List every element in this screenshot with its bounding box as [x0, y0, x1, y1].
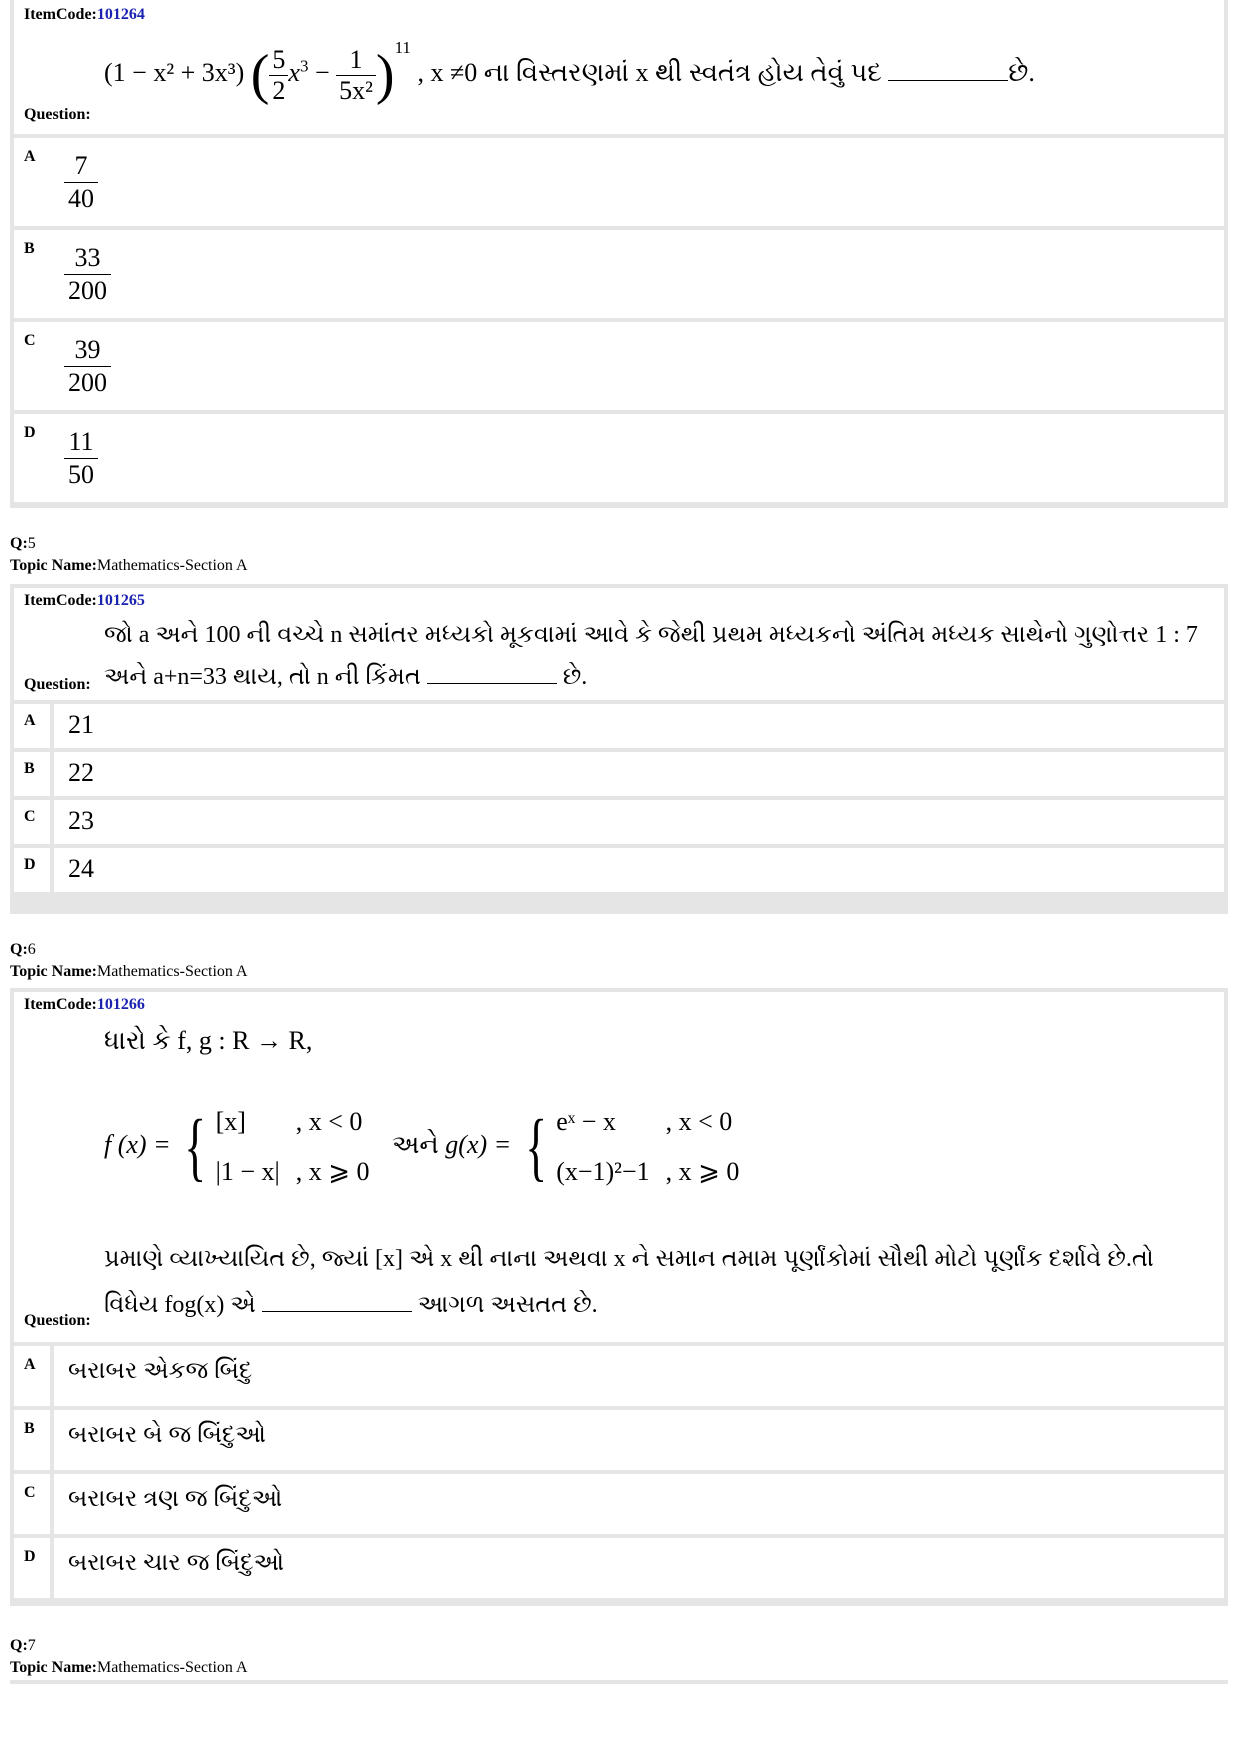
- option-letter: D: [24, 856, 36, 873]
- question-6-block: [10, 988, 1228, 1606]
- option-value: 21: [68, 710, 94, 739]
- question-label: Question:: [24, 106, 91, 123]
- expression-left: (1 − x² + 3x³): [104, 58, 245, 87]
- option-c[interactable]: [14, 322, 1224, 410]
- item-code: 101264: [96, 6, 145, 23]
- option-value: $\frac{39}{200}$: [64, 334, 111, 399]
- option-b[interactable]: [14, 230, 1224, 318]
- question-label: Question:: [24, 1312, 91, 1329]
- option-value: 22: [68, 758, 94, 787]
- option-d[interactable]: [14, 414, 1224, 502]
- question-6-topic: Topic Name:Mathematics-Section A: [10, 963, 248, 980]
- option-letter: A: [24, 712, 36, 729]
- f-lhs: f (x) =: [104, 1129, 171, 1159]
- question-4-text: (1 − x² + 3x³) ( $\frac{5}{2}$ $x^3$ − $\frac{1}{\text{5x²}}$ )$^{11}$ , x ≠0 ના વિસ્તરણમાં x થી સ્વતંત્ર હોય તેવું પદ છે.: [104, 38, 1035, 107]
- option-letter: C: [24, 808, 36, 825]
- exponent: 11: [394, 38, 411, 57]
- question-5-line-2: અને a+n=33 થાય, તો n ની કિંમત છે.: [104, 664, 588, 690]
- left-brace-icon: {: [525, 1105, 547, 1189]
- option-a[interactable]: [14, 138, 1224, 226]
- g-lhs: g(x) =: [445, 1129, 512, 1159]
- answer-blank: [888, 80, 1008, 81]
- question-4-stem: [14, 0, 1224, 134]
- option-letter: B: [24, 760, 35, 777]
- option-value: બરાબર બે જ બિંદુઓ: [68, 1422, 266, 1448]
- question-5-stem: [14, 588, 1224, 700]
- option-value: 23: [68, 806, 94, 835]
- question-5-topic: Topic Name:Mathematics-Section A: [10, 557, 248, 574]
- option-value: $\frac{11}{50}$: [64, 426, 98, 491]
- item-code-line: ItemCode:101266: [24, 996, 145, 1013]
- option-letter: A: [24, 1356, 36, 1373]
- option-b[interactable]: [14, 1410, 1224, 1470]
- option-c[interactable]: [14, 1474, 1224, 1534]
- fraction-1-5x2: $\frac{1}{\text{5x²}}$: [336, 45, 376, 106]
- option-value: $\frac{33}{200}$: [64, 242, 111, 307]
- option-value: બરાબર ત્રણ જ બિંદુઓ: [68, 1486, 283, 1512]
- question-5-line-1: જો a અને 100 ની વચ્ચે n સમાંતર મધ્યકો મૂકવામાં આવે કે જેથી પ્રથમ મધ્યકનો અંતિમ મધ્યક સાથેનો ગુણોત્તર 1 : 7: [104, 622, 1198, 648]
- question-5-number: Q:5: [10, 535, 36, 552]
- question-4-block: [10, 0, 1228, 508]
- question-6-line-4: વિધેય fog(x) એ આગળ અસતત છે.: [104, 1292, 598, 1318]
- question-7-number: Q:7: [10, 1637, 36, 1654]
- g-cases: eˣ − x , x < 0 (x−1)²−1 , x ⩾ 0: [556, 1107, 740, 1186]
- option-value: 24: [68, 854, 94, 883]
- option-d[interactable]: [14, 848, 1224, 892]
- option-value: $\frac{7}{40}$: [64, 150, 98, 215]
- item-code: 101265: [96, 592, 145, 609]
- option-value: બરાબર ચાર જ બિંદુઓ: [68, 1550, 285, 1576]
- option-c[interactable]: [14, 800, 1224, 844]
- question-6-line-3: પ્રમાણે વ્યાખ્યાયિત છે, જ્યાં [x] એ x થી નાના અથવા x ને સમાન તમામ પૂર્ણાંકોમાં સૌથી મોટો પૂર્ણાંક દર્શાવે છે.તો: [104, 1246, 1154, 1272]
- option-letter: D: [24, 424, 36, 441]
- item-code: 101266: [96, 996, 145, 1013]
- question-6-intro: ધારો કે f, g : R → R,: [104, 1026, 313, 1055]
- question-6-stem: [14, 992, 1224, 1342]
- and-word: અને: [391, 1129, 439, 1159]
- option-letter: C: [24, 1484, 36, 1501]
- option-letter: A: [24, 148, 36, 165]
- option-d[interactable]: [14, 1538, 1224, 1598]
- fraction-5-2: $\frac{5}{2}$: [269, 45, 288, 106]
- option-a[interactable]: [14, 704, 1224, 748]
- option-value: બરાબર એકજ બિંદુ: [68, 1358, 253, 1384]
- question-7-topic: Topic Name:Mathematics-Section A: [10, 1659, 248, 1676]
- option-a[interactable]: [14, 1346, 1224, 1406]
- piecewise-definitions: [104, 1096, 755, 1198]
- answer-blank: [262, 1311, 412, 1312]
- condition: , x ≠0: [417, 58, 478, 87]
- left-brace-icon: {: [184, 1105, 207, 1189]
- question-5-block: [10, 584, 1228, 914]
- question-7-block-top: [10, 1680, 1228, 1684]
- option-letter: C: [24, 332, 36, 349]
- item-code-line: ItemCode:101264: [24, 6, 145, 23]
- question-label: Question:: [24, 676, 91, 693]
- option-b[interactable]: [14, 752, 1224, 796]
- question-4-gujarati: ના વિસ્તરણમાં x થી સ્વતંત્ર હોય તેવું પદ: [483, 58, 882, 87]
- option-letter: D: [24, 1548, 36, 1565]
- option-letter: B: [24, 1420, 35, 1437]
- f-cases: [x] , x < 0 |1 − x| , x ⩾ 0: [215, 1107, 370, 1186]
- answer-blank: [427, 683, 557, 684]
- option-letter: B: [24, 240, 35, 257]
- question-6-number: Q:6: [10, 941, 36, 958]
- item-code-line: ItemCode:101265: [24, 592, 145, 609]
